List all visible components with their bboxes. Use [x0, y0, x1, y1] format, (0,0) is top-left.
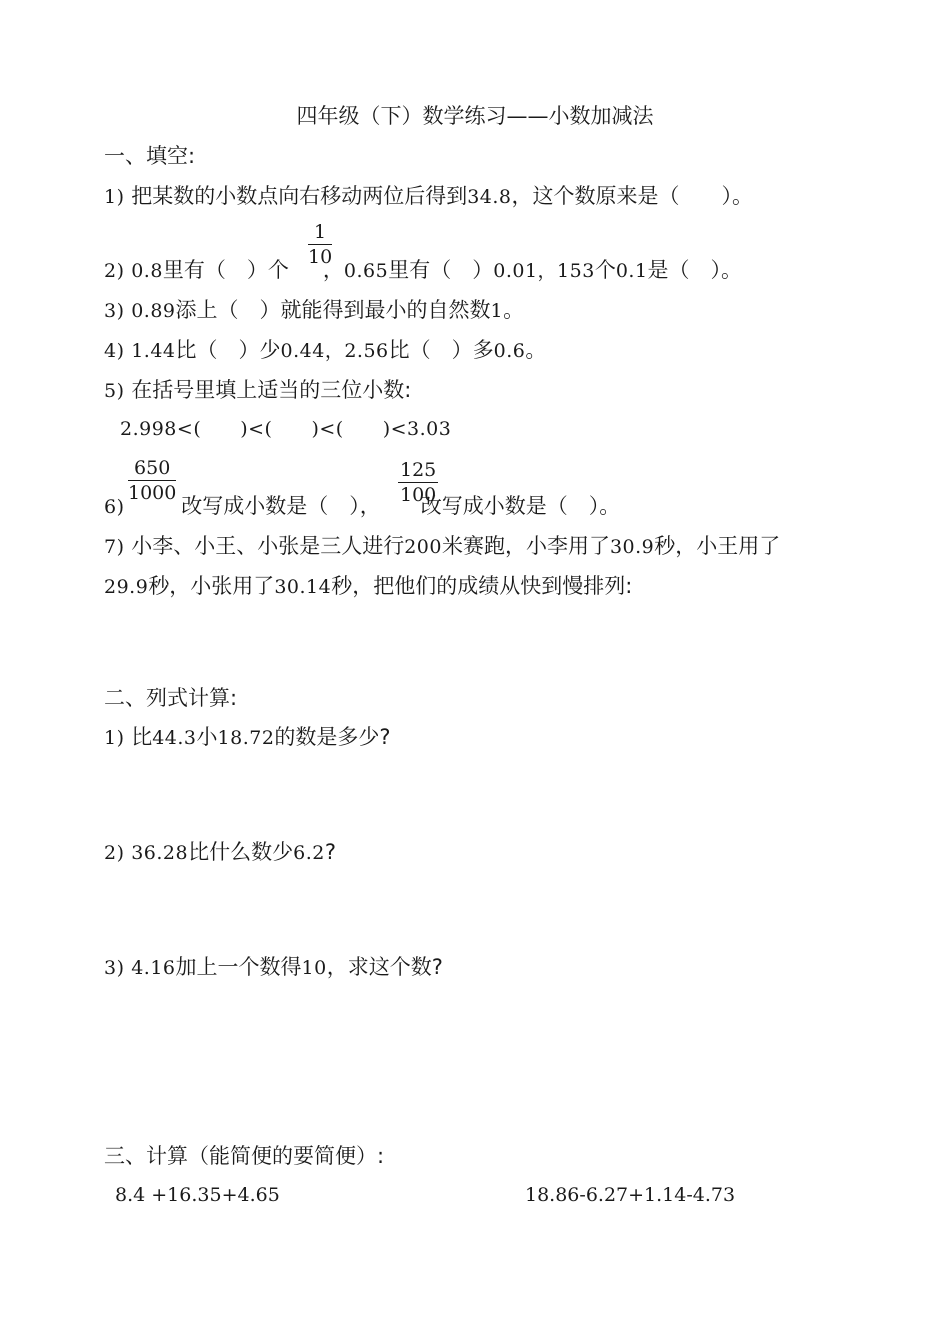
question-text: 把某数的小数点向右移动两位后得到 — [131, 184, 468, 208]
number-value: 200 — [404, 536, 442, 558]
fraction-denominator: 1000 — [128, 482, 177, 504]
number-value: 34.8 — [467, 186, 512, 208]
question-2-1 — [104, 723, 391, 752]
question-1-7 — [104, 532, 780, 561]
question-text: ? — [324, 840, 336, 864]
question-text: 比（ ）多 — [388, 338, 494, 362]
question-number: 3) — [104, 300, 125, 322]
number-value: 10 — [301, 957, 327, 979]
number-value: 1.44 — [131, 340, 176, 362]
question-text: 是（ ）。 — [647, 258, 743, 282]
calculation-expression-2: 18.86-6.27+1.14-4.73 — [525, 1184, 736, 1206]
question-number: 2) — [104, 260, 125, 282]
question-1-5 — [104, 376, 411, 405]
question-text: 改写成小数是（ ）， — [181, 494, 381, 518]
number-value: 1 — [490, 300, 504, 322]
question-2-2 — [104, 838, 336, 867]
number-value: 0.1 — [615, 260, 648, 282]
question-2-3 — [104, 953, 443, 982]
number-value: 18.72 — [217, 727, 275, 749]
question-1-4 — [104, 336, 546, 365]
question-number: 2) — [104, 842, 125, 864]
question-text: 。 — [525, 338, 547, 362]
question-text: ， — [322, 258, 344, 282]
question-text: 秒，把他们的成绩从快到慢排列: — [331, 574, 633, 598]
question-text: 。 — [503, 298, 525, 322]
number-value: 30.14 — [274, 576, 332, 598]
calculation-expression-1: 8.4 +16.35+4.65 — [115, 1184, 280, 1206]
question-text: 里有（ ）个 — [162, 258, 289, 282]
question-text: 秒，小王用了 — [654, 534, 781, 558]
question-number: 3) — [104, 957, 125, 979]
number-value: 0.89 — [131, 300, 176, 322]
question-text: 的数是多少? — [274, 725, 391, 749]
number-value: 4.16 — [131, 957, 176, 979]
number-value: 29.9 — [104, 576, 149, 598]
question-text: 在括号里填上适当的三位小数: — [131, 378, 412, 402]
question-text: ，这个数原来是（ ）。 — [511, 184, 754, 208]
page-title: 四年级（下）数学练习——小数加减法 — [296, 104, 654, 128]
question-number: 1) — [104, 727, 125, 749]
question-text: 加上一个数得 — [175, 955, 302, 979]
question-1-2 — [104, 256, 742, 285]
section-3-heading: 三、计算（能简便的要简便）: — [104, 1144, 385, 1168]
question-text: 比（ ）少 — [175, 338, 281, 362]
question-number: 1) — [104, 186, 125, 208]
number-value: 44.3 — [152, 727, 197, 749]
question-1-3 — [104, 296, 524, 325]
question-text: 添上（ ）就能得到最小的自然数 — [175, 298, 491, 322]
question-number: 6) — [104, 496, 125, 518]
fraction-numerator: 1 — [314, 221, 327, 243]
section-2-heading: 二、列式计算: — [104, 686, 238, 710]
number-value: 0.01，153 — [493, 260, 595, 282]
fraction-numerator: 125 — [400, 459, 437, 481]
question-1-7-continued — [104, 572, 632, 601]
question-text: 秒，小张用了 — [148, 574, 275, 598]
inequality-expression: 2.998<( )<( )<( )<3.03 — [120, 418, 452, 440]
question-number: 5) — [104, 380, 125, 402]
fraction-denominator: 10 — [308, 246, 333, 268]
question-text: 改写成小数是（ ）。 — [420, 494, 621, 518]
question-text: 比什么数少 — [188, 840, 294, 864]
question-number: 4) — [104, 340, 125, 362]
question-text: 小 — [196, 725, 218, 749]
question-1-1 — [104, 182, 753, 211]
number-value: 36.28 — [131, 842, 189, 864]
number-value: 0.8 — [131, 260, 163, 282]
fraction-numerator: 650 — [134, 457, 171, 479]
number-value: 0.6 — [493, 340, 526, 362]
question-text: 比 — [131, 725, 153, 749]
question-text: 小李、小王、小张是三人进行 — [131, 534, 405, 558]
question-text: 里有（ ） — [388, 258, 494, 282]
section-1-heading: 一、填空: — [104, 144, 196, 168]
number-value: 30.9 — [609, 536, 655, 558]
question-text: 个 — [594, 258, 616, 282]
number-value: 6.2 — [293, 842, 325, 864]
number-value: 0.44，2.56 — [280, 340, 389, 362]
number-value: 0.65 — [343, 260, 389, 282]
question-number: 7) — [104, 536, 125, 558]
question-text: ，求这个数? — [326, 955, 443, 979]
fraction-denominator: 100 — [400, 484, 437, 506]
question-text: 米赛跑，小李用了 — [441, 534, 610, 558]
question-1-6 — [104, 492, 620, 521]
